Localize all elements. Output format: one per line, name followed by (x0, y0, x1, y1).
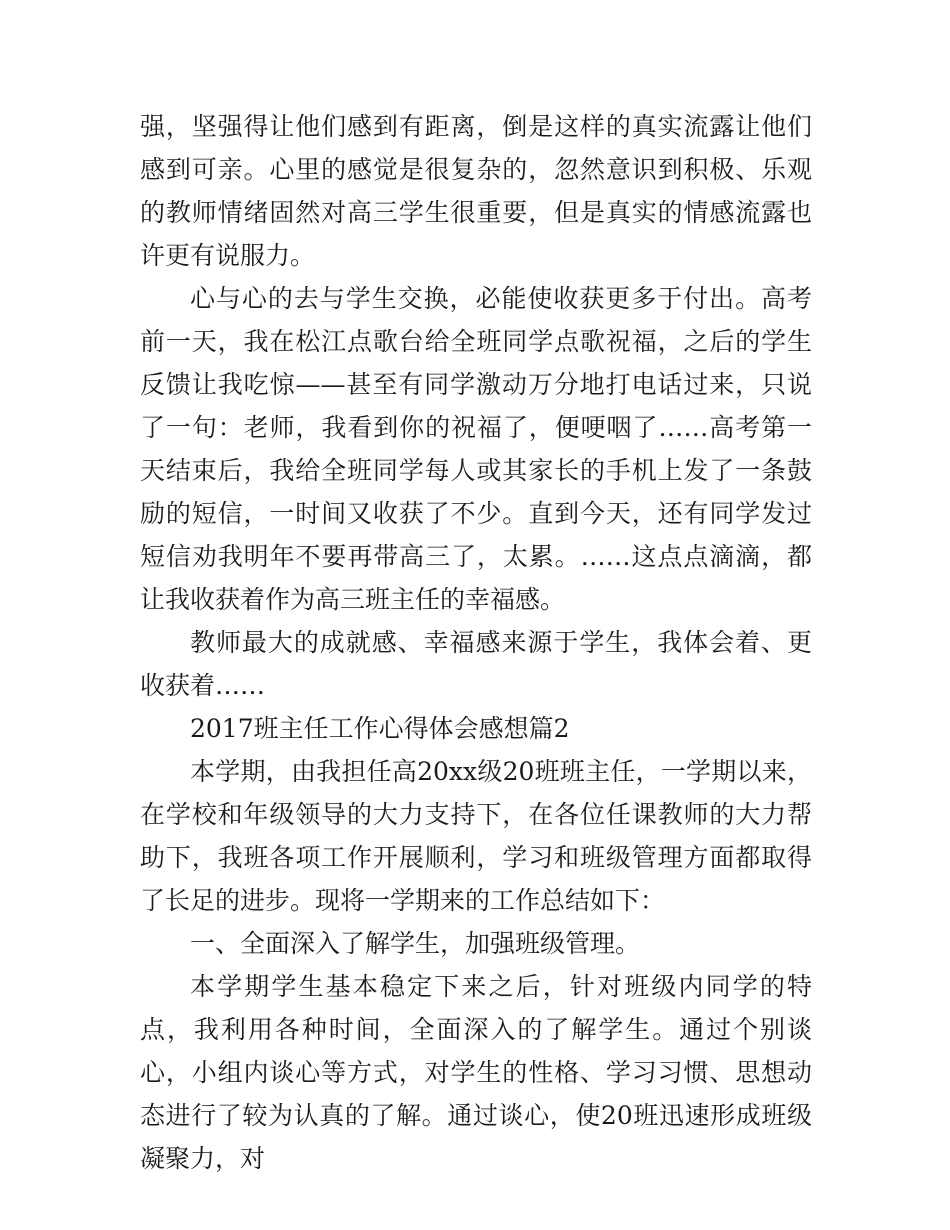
document-body (140, 105, 812, 1180)
section-heading: 2017班主任工作心得体会感想篇2 (190, 714, 570, 743)
paragraph: 本学期学生基本稳定下来之后，针对班级内同学的特点，我利用各种时间，全面深入的了解学生。通过个别谈心，小组内谈心等方式，对学生的性格、学习习惯、思想动态进行了较为认真的了解。通过谈心，使20班迅速形成班级凝聚力，对 (140, 972, 812, 1173)
paragraph: 教师最大的成就感、幸福感来源于学生，我体会着、更收获着…… (140, 628, 812, 700)
paragraph: 强，坚强得让他们感到有距离，倒是这样的真实流露让他们感到可亲。心里的感觉是很复杂的，忽然意识到积极、乐观的教师情绪固然对高三学生很重要，但是真实的情感流露也许更有说服力。 (140, 112, 812, 270)
subsection-heading: 一、全面深入了解学生，加强班级管理。 (190, 929, 641, 958)
paragraph: 本学期，由我担任高20xx级20班班主任，一学期以来，在学校和年级领导的大力支持下，在各位任课教师的大力帮助下，我班各项工作开展顺利，学习和班级管理方面都取得了长足的进步。现将一学期来的工作总结如下： (140, 757, 812, 915)
paragraph: 心与心的去与学生交换，必能使收获更多于付出。高考前一天，我在松江点歌台给全班同学点歌祝福，之后的学生反馈让我吃惊——甚至有同学激动万分地打电话过来，只说了一句：老师，我看到你的祝福了，便哽咽了……高考第一天结束后，我给全班同学每人或其家长的手机上发了一条鼓励的短信，一时间又收获了不少。直到今天，还有同学发过短信劝我明年不要再带高三了，太累。……这点点滴滴，都让我收获着作为高三班主任的幸福感。 (140, 284, 812, 614)
